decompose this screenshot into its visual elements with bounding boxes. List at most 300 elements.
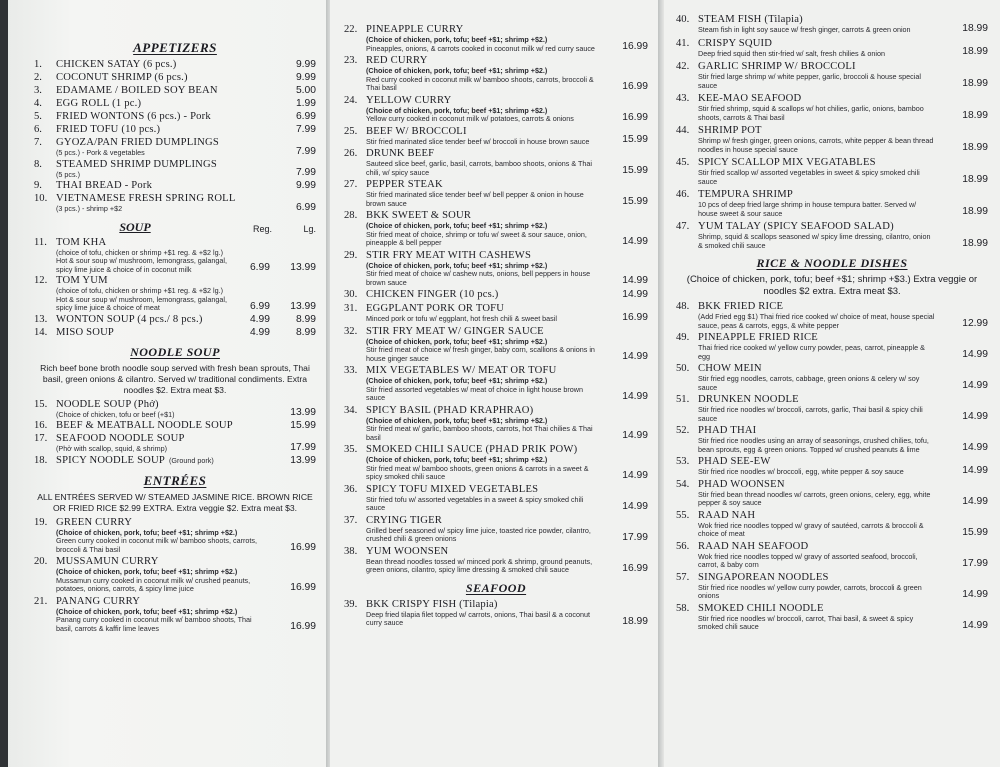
- item-description: Panang curry cooked in coconut milk w/ bamboo shoots, Thai basil, carrots & kaffir lime leaves: [56, 615, 252, 633]
- menu-item: [344, 55, 648, 93]
- item-name: CRYING TIGER: [366, 514, 443, 526]
- item-number: 8.: [34, 158, 42, 170]
- item-body: [366, 55, 596, 93]
- item-price: 16.99: [622, 111, 648, 123]
- item-price: 7.99: [295, 167, 316, 178]
- item-name: STIR FRY MEAT W/ GINGER SAUCE: [366, 325, 544, 337]
- item-options: (Choice of chicken, pork, tofu; beef +$1; shrimp +$2.): [366, 376, 548, 385]
- item-price: 14.99: [622, 430, 648, 441]
- item-number: 18.: [34, 454, 48, 466]
- item-description: 10 pcs of deep fried large shrimp in house tempura batter. Served w/ house sweet & sour sauce: [698, 200, 917, 218]
- item-price: 9.99: [295, 180, 316, 191]
- item-name: RAAD NAH SEAFOOD: [698, 540, 809, 552]
- item-body: [56, 455, 264, 467]
- menu-item: [676, 157, 988, 186]
- item-number: 55.: [676, 509, 690, 521]
- item-name: CHICKEN SATAY (6 pcs.): [56, 59, 177, 70]
- item-options: (Choice of chicken, pork, tofu; beef +$1; shrimp +$2.): [366, 260, 548, 270]
- item-name: FRIED WONTONS (6 pcs.) - Pork: [56, 111, 211, 122]
- menu-item: [34, 275, 316, 313]
- menu-item: [676, 603, 988, 632]
- item-number: 35.: [344, 444, 358, 455]
- item-description: Bean thread noodles tossed w/ minced pork & shrimp, ground peanuts, green onions, cilantro, spicy lime dressing & smoked chili sauce: [366, 556, 593, 574]
- menu-panel-left: [8, 0, 326, 767]
- item-body: [698, 572, 936, 601]
- item-name: GREEN CURRY: [56, 516, 133, 528]
- noodle-soup-note: Rich beef bone broth noodle soup served with fresh bean sprouts, Thai basil, green onions & cilantro. Served w/ traditional condiments. Extra noodles $2. Extra meat $3.: [40, 362, 310, 395]
- item-body: [698, 603, 936, 632]
- item-body: [698, 479, 936, 508]
- appetizers-list: [34, 59, 316, 214]
- section-title-soup: SOUP: [119, 219, 151, 234]
- item-name: EGG ROLL (1 pc.): [56, 98, 142, 109]
- item-name: CHICKEN FINGER (10 pcs.): [366, 289, 499, 300]
- item-description: Stir fried rice noodles w/ yellow curry powder, carrots, broccoli & green onions: [698, 582, 922, 600]
- menu-item: [676, 93, 988, 122]
- item-body: [56, 59, 264, 71]
- item-name: MIX VEGETABLES W/ MEAT OR TOFU: [366, 365, 557, 376]
- menu-item: [344, 326, 648, 364]
- item-name: MISO SOUP: [56, 326, 115, 338]
- item-price: 16.99: [622, 80, 648, 92]
- item-price: 16.99: [622, 41, 648, 52]
- item-name: VIETNAMESE FRESH SPRING ROLL: [56, 193, 236, 204]
- section-title-noodle-soup: NOODLE SOUP: [130, 344, 220, 359]
- item-body: [56, 85, 264, 97]
- item-price: 13.99: [290, 407, 316, 418]
- item-name: CHOW MEIN: [698, 363, 762, 374]
- item-body: [56, 433, 264, 454]
- item-body: [698, 125, 936, 154]
- item-price: 13.99: [290, 454, 316, 466]
- item-number: 2.: [34, 72, 42, 83]
- item-body: [56, 596, 264, 634]
- item-number: 6.: [34, 124, 42, 135]
- item-price: 15.99: [290, 420, 316, 431]
- item-price-regular: 6.99: [249, 300, 270, 312]
- item-number: 13.: [34, 313, 48, 325]
- item-name: STIR FRY MEAT WITH CASHEWS: [366, 249, 532, 261]
- item-number: 37.: [344, 514, 358, 526]
- item-price: 16.99: [622, 562, 648, 574]
- item-name: GYOZA/PAN FRIED DUMPLINGS: [56, 137, 219, 148]
- item-description: Green curry cooked in coconut milk w/ bamboo shoots, carrots, broccoli & Thai basil: [56, 536, 257, 554]
- item-body: [366, 210, 596, 248]
- item-number: 30.: [344, 289, 358, 300]
- item-number: 48.: [676, 301, 690, 312]
- item-price: 15.99: [622, 165, 648, 176]
- item-number: 45.: [676, 157, 690, 168]
- item-price: 16.99: [290, 581, 316, 593]
- item-number: 47.: [676, 221, 690, 232]
- item-name: WONTON SOUP (4 pcs./ 8 pcs.): [56, 313, 203, 325]
- item-name: PHAD WOONSEN: [698, 478, 785, 490]
- item-name: SMOKED CHILI SAUCE (PHAD PRIK POW): [366, 444, 578, 455]
- item-body: [56, 237, 232, 275]
- menu-item: [676, 125, 988, 154]
- rice-noodle-list: [676, 301, 988, 632]
- item-number: 19.: [34, 516, 48, 528]
- menu-item: [34, 72, 316, 84]
- entrees-note: ALL ENTRÉES SERVED W/ STEAMED JASMINE RICE. BROWN RICE OR FRIED RICE $2.99 EXTRA. Extra veggie $2. Extra meat $3.: [37, 491, 313, 513]
- item-body: [366, 405, 596, 443]
- item-body: [366, 365, 596, 403]
- item-price: 12.99: [962, 318, 988, 329]
- item-body: [366, 179, 596, 208]
- item-name: MUSSAMUN CURRY: [56, 556, 159, 567]
- item-description: Deep fried squid then stir-fried w/ salt, fresh chilies & onion: [698, 48, 885, 58]
- item-description: (choice of tofu, chicken or shrimp +$1 reg. & +$2 lg.) Hot & sour soup w/ mushroom, lemongrass, galangal, spicy lime juice & choice of meat: [56, 286, 227, 312]
- item-body: [56, 420, 264, 432]
- item-body: [366, 126, 596, 147]
- item-name: RAAD NAH: [698, 509, 756, 521]
- menu-item: [34, 180, 316, 192]
- menu-item: [676, 38, 988, 59]
- item-name: SPICY SCALLOP MIX VEGATABLES: [698, 157, 876, 168]
- item-options: (Choice of chicken, pork, tofu; beef +$1; shrimp +$2.): [366, 66, 548, 75]
- item-body: [366, 484, 596, 513]
- item-number: 3.: [34, 85, 42, 96]
- menu-item: [676, 425, 988, 454]
- item-body: [56, 111, 264, 123]
- menu-item: [34, 159, 316, 180]
- item-number: 31.: [344, 303, 358, 314]
- item-body: [56, 314, 232, 326]
- item-price-large: 13.99: [290, 300, 316, 312]
- item-number: 23.: [344, 55, 358, 66]
- menu-item: [676, 301, 988, 330]
- item-body: [698, 61, 936, 90]
- item-number: 36.: [344, 483, 358, 495]
- item-price: 18.99: [622, 615, 648, 627]
- item-description: Stir fried bean thread noodles w/ carrots, green onions, celery, egg, white pepper & soy sauce: [698, 489, 931, 507]
- entrees-list-continued: [344, 24, 648, 575]
- item-number: 15.: [34, 398, 48, 410]
- item-body: [366, 148, 596, 177]
- item-name: FRIED TOFU (10 pcs.): [56, 124, 161, 135]
- item-description: Stir fried rice noodles w/ broccoli, carrot, Thai basil, & sweet & spicy smoked chili sauce: [698, 613, 914, 631]
- item-description: Thai fried rice cooked w/ yellow curry powder, peas, carrot, pineapple & egg: [698, 343, 925, 361]
- item-name: BKK SWEET & SOUR: [366, 210, 472, 221]
- item-body: [698, 332, 936, 361]
- item-price-regular: 4.99: [249, 326, 270, 338]
- menu-item: [34, 314, 316, 326]
- item-body: [366, 303, 596, 324]
- item-body: [698, 541, 936, 570]
- item-body: [366, 546, 596, 575]
- item-number: 24.: [344, 94, 358, 106]
- item-name: SPICY TOFU MIXED VEGETABLES: [366, 483, 539, 495]
- item-price: 18.99: [962, 142, 988, 153]
- item-name: PANANG CURRY: [56, 595, 141, 607]
- item-name: BEEF W/ BROCCOLI: [366, 125, 467, 137]
- item-number: 7.: [34, 137, 42, 148]
- item-name: DRUNK BEEF: [366, 148, 435, 159]
- menu-item: [676, 479, 988, 508]
- item-number: 11.: [34, 236, 47, 248]
- item-body: [56, 193, 264, 214]
- item-description: Wok fried rice noodles topped w/ gravy of sautéed, carrots & broccoli & choice of meat: [698, 520, 924, 538]
- item-description: Stir fried tofu w/ assorted vegetables in a sweet & spicy smoked chili sauce: [366, 494, 584, 512]
- item-description: Stir fried meat w/ garlic, bamboo shoots, carrots, hot Thai chilies & Thai basil: [366, 424, 593, 442]
- item-price: 14.99: [622, 289, 648, 300]
- item-price-large: 13.99: [290, 262, 316, 273]
- item-number: 33.: [344, 365, 358, 376]
- item-price: 14.99: [962, 588, 988, 600]
- item-body: [56, 124, 264, 136]
- item-options: (Choice of chicken, pork, tofu; beef +$1; shrimp +$2.): [56, 527, 238, 537]
- item-description: Stir fried marinated slice tender beef w/ bell pepper & onion in house brown sauce: [366, 190, 584, 208]
- menu-item: [34, 596, 316, 634]
- item-description: Sauteed slice beef, garlic, basil, carrots, bamboo shoots, onions & Thai chili, w/ spicy sauce: [366, 159, 592, 177]
- item-price: 6.99: [295, 201, 316, 213]
- item-price: 18.99: [962, 174, 988, 185]
- menu-item: [676, 572, 988, 601]
- item-description: (choice of tofu, chicken or shrimp +$1 reg. & +$2 lg.) Hot & sour soup w/ mushroom, lemongrass, galangal, spicy lime juice & choice of in coconut milk: [56, 247, 227, 274]
- item-number: 4.: [34, 98, 42, 109]
- item-number: 16.: [34, 420, 48, 431]
- item-number: 17.: [34, 433, 48, 444]
- item-price: 18.99: [962, 46, 988, 57]
- item-body: [698, 14, 936, 35]
- item-description: (Choice of chicken, tofu or beef (+$1): [56, 409, 175, 419]
- item-name: DRUNKEN NOODLE: [698, 394, 799, 405]
- item-price: 6.99: [295, 111, 316, 122]
- item-body: [56, 327, 232, 339]
- menu-item: [34, 420, 316, 432]
- item-number: 56.: [676, 540, 690, 552]
- item-price: 14.99: [622, 351, 648, 362]
- item-number: 10.: [34, 193, 48, 204]
- soup-reg-label: Reg.: [252, 223, 272, 234]
- soup-header: [34, 220, 316, 235]
- item-price: 9.99: [295, 59, 316, 70]
- menu-item: [344, 210, 648, 248]
- item-price: 16.99: [290, 621, 316, 632]
- item-number: 1.: [34, 59, 42, 70]
- item-body: [366, 250, 596, 288]
- item-name: STEAM FISH (Tilapia): [698, 14, 803, 25]
- menu-item: [344, 405, 648, 443]
- item-description: (3 pcs.) - shrimp +$2: [56, 204, 123, 213]
- item-body: [698, 93, 936, 122]
- menu-item: [34, 59, 316, 71]
- item-price: 5.00: [295, 85, 316, 96]
- item-name: BEEF & MEATBALL NOODLE SOUP: [56, 420, 233, 431]
- menu-item: [676, 456, 988, 477]
- item-name: SINGAPOREAN NOODLES: [698, 571, 829, 583]
- item-description: Stir fried scallop w/ assorted vegetables in sweet & spicy smoked chili sauce: [698, 168, 920, 186]
- item-price: 16.99: [290, 542, 316, 553]
- menu-item: [344, 289, 648, 301]
- item-number: 44.: [676, 125, 690, 136]
- menu-item: [344, 95, 648, 124]
- rice-noodle-note: (Choice of chicken, pork, tofu; beef +$1; shrimp +$3.) Extra veggie or noodles $2 extra. Extra meat $3.: [686, 274, 978, 297]
- menu-item: [34, 98, 316, 110]
- item-name: TEMPURA SHRIMP: [698, 189, 793, 200]
- item-body: [698, 38, 936, 59]
- menu-item: [34, 124, 316, 136]
- item-description: Minced pork or tofu w/ eggplant, hot fresh chili & sweet basil: [366, 314, 557, 323]
- item-name: PINEAPPLE CURRY: [366, 24, 464, 35]
- item-name: BKK FRIED RICE: [698, 301, 784, 312]
- item-number: 46.: [676, 189, 690, 200]
- item-price: 17.99: [962, 557, 988, 569]
- item-price: 9.99: [295, 72, 316, 83]
- item-name: RED CURRY: [366, 55, 428, 66]
- menu-item: [676, 14, 988, 35]
- menu-item: [34, 85, 316, 97]
- item-body: [56, 517, 264, 555]
- section-title-appetizers: APPETIZERS: [133, 40, 217, 55]
- section-title-seafood: SEAFOOD: [465, 580, 527, 595]
- item-price: 18.99: [962, 22, 988, 34]
- item-price: 14.99: [962, 411, 988, 422]
- menu-item: [34, 556, 316, 594]
- item-body: [698, 363, 936, 392]
- item-name: PHAD THAI: [698, 425, 757, 436]
- item-description: Stir fried shrimp, squid & scallops w/ hot chilies, garlic, onions, bamboo shoots, carrots & Thai basil: [698, 104, 924, 122]
- item-description: Deep fried tilapia filet topped w/ carrots, onions, Thai basil & a coconut curry sauce: [366, 609, 591, 627]
- item-name: PEPPER STEAK: [366, 179, 443, 190]
- item-description: Yellow curry cooked in coconut milk w/ potatoes, carrots & onions: [366, 114, 574, 123]
- item-body: [366, 289, 596, 301]
- item-price: 17.99: [622, 531, 648, 543]
- item-name: THAI BREAD - Pork: [56, 180, 153, 191]
- item-name: PINEAPPLE FRIED RICE: [698, 332, 818, 343]
- item-body: [698, 425, 936, 454]
- item-price-regular: 4.99: [249, 313, 270, 325]
- item-body: [366, 515, 596, 544]
- menu-item: [344, 484, 648, 513]
- menu-item: [34, 237, 316, 275]
- item-number: 5.: [34, 111, 42, 122]
- item-number: 50.: [676, 363, 690, 374]
- item-options: (Choice of chicken, pork, tofu; beef +$1; shrimp +$2.): [366, 455, 548, 464]
- menu-item: [344, 148, 648, 177]
- item-price: 17.99: [290, 441, 316, 453]
- item-price: 14.99: [622, 235, 648, 247]
- seafood-list-continued: [676, 14, 988, 250]
- menu-item: [34, 455, 316, 467]
- item-body: [698, 510, 936, 539]
- item-description: Stir fried rice noodles w/ broccoli, egg, white pepper & soy sauce: [698, 467, 904, 476]
- menu-item: [34, 327, 316, 339]
- item-name: SHRIMP POT: [698, 125, 762, 136]
- item-name: BKK CRISPY FISH (Tilapia): [366, 598, 498, 610]
- item-price: 1.99: [295, 98, 316, 109]
- item-number: 41.: [676, 37, 690, 49]
- item-number: 32.: [344, 325, 358, 337]
- item-number: 57.: [676, 571, 690, 583]
- item-number: 42.: [676, 61, 690, 72]
- item-options: (Choice of chicken, pork, tofu; beef +$1; shrimp +$2.): [366, 415, 548, 425]
- item-number: 21.: [34, 595, 48, 607]
- item-options: (Choice of chicken, pork, tofu; beef +$1; shrimp +$2.): [56, 567, 238, 576]
- item-price: 14.99: [962, 464, 988, 476]
- item-name: NOODLE SOUP (Phở): [56, 398, 159, 410]
- item-name: TOM YUM: [56, 275, 108, 286]
- item-number: 52.: [676, 425, 690, 436]
- item-description: Stir fried meat of choice w/ cashew nuts, onions, bell peppers in house brown sauce: [366, 269, 591, 287]
- menu-item: [676, 332, 988, 361]
- item-body: [56, 180, 264, 192]
- item-body: [56, 275, 232, 313]
- item-price-large: 8.99: [295, 313, 316, 325]
- item-options: (Choice of chicken, pork, tofu; beef +$1; shrimp +$2.): [366, 105, 548, 115]
- item-number: 49.: [676, 332, 690, 343]
- menu-panel-middle: [330, 0, 658, 767]
- item-description: Pineapples, onions, & carrots cooked in coconut milk w/ red curry sauce: [366, 43, 595, 53]
- item-body: [366, 599, 596, 628]
- item-body: [56, 72, 264, 84]
- item-options: (Choice of chicken, pork, tofu; beef +$1; shrimp +$2.): [366, 35, 548, 44]
- item-number: 29.: [344, 249, 358, 261]
- item-options: (Choice of chicken, pork, tofu; beef +$1; shrimp +$2.): [366, 221, 548, 230]
- item-price: 18.99: [962, 206, 988, 217]
- item-body: [56, 98, 264, 110]
- item-body: [698, 456, 936, 477]
- item-description: (5 pcs.): [56, 169, 80, 179]
- item-price: 14.99: [622, 469, 648, 481]
- item-description: Stir fried assorted vegetables w/ meat of choice in light house brown sauce: [366, 384, 583, 402]
- menu-item: [34, 517, 316, 555]
- item-name: GARLIC SHRIMP W/ BROCCOLI: [698, 61, 856, 72]
- item-name: SPICY NOODLE SOUP: [56, 454, 165, 466]
- soup-list: [34, 237, 316, 339]
- menu-item: [344, 250, 648, 288]
- item-description: Red curry cooked in coconut milk w/ bamboo shoots, carrots, broccoli & Thai basil: [366, 74, 594, 92]
- item-price: 18.99: [962, 110, 988, 121]
- item-name: YUM WOONSEN: [366, 545, 449, 557]
- seafood-list: [344, 599, 648, 628]
- menu-item: [34, 137, 316, 158]
- item-number: 53.: [676, 456, 690, 467]
- item-price: 18.99: [962, 238, 988, 249]
- item-number: 58.: [676, 602, 690, 614]
- item-name: YELLOW CURRY: [366, 94, 452, 106]
- item-description: Wok fried rice noodles topped w/ gravy of assorted seafood, broccoli, carrot, & baby corn: [698, 551, 918, 569]
- item-description: (Phở with scallop, squid, & shrimp): [56, 444, 167, 453]
- item-options: (Choice of chicken, pork, tofu; beef +$1; shrimp +$2.): [366, 336, 548, 346]
- soup-lg-label: Lg.: [303, 223, 316, 234]
- item-price: 14.99: [962, 442, 988, 453]
- item-number: 40.: [676, 14, 690, 25]
- entrees-list: [34, 517, 316, 634]
- item-price: 14.99: [622, 275, 648, 286]
- menu-item: [344, 303, 648, 324]
- item-description: Shrimp w/ fresh ginger, green onions, carrots, white pepper & bean thread noodles in house special sauce: [698, 136, 934, 154]
- item-name: SMOKED CHILI NOODLE: [698, 602, 824, 614]
- menu-item: [344, 546, 648, 575]
- item-description: Stir fried egg noodles, carrots, cabbage, green onions & celery w/ soy sauce: [698, 374, 920, 392]
- item-price-regular: 6.99: [249, 262, 270, 273]
- section-title-entrees: ENTRÉES: [143, 472, 207, 488]
- item-extra: (Ground pork): [168, 455, 214, 465]
- item-number: 34.: [344, 404, 358, 416]
- menu-item: [676, 363, 988, 392]
- noodle-soup-list: [34, 399, 316, 467]
- item-body: [56, 556, 264, 594]
- item-name: EGGPLANT PORK OR TOFU: [366, 303, 505, 314]
- item-price-large: 8.99: [295, 326, 316, 338]
- item-body: [56, 399, 264, 420]
- item-number: 27.: [344, 179, 358, 190]
- item-name: TOM KHA: [56, 236, 107, 248]
- item-body: [698, 301, 936, 330]
- menu-panel-right: [664, 0, 1000, 767]
- menu-item: [34, 193, 316, 214]
